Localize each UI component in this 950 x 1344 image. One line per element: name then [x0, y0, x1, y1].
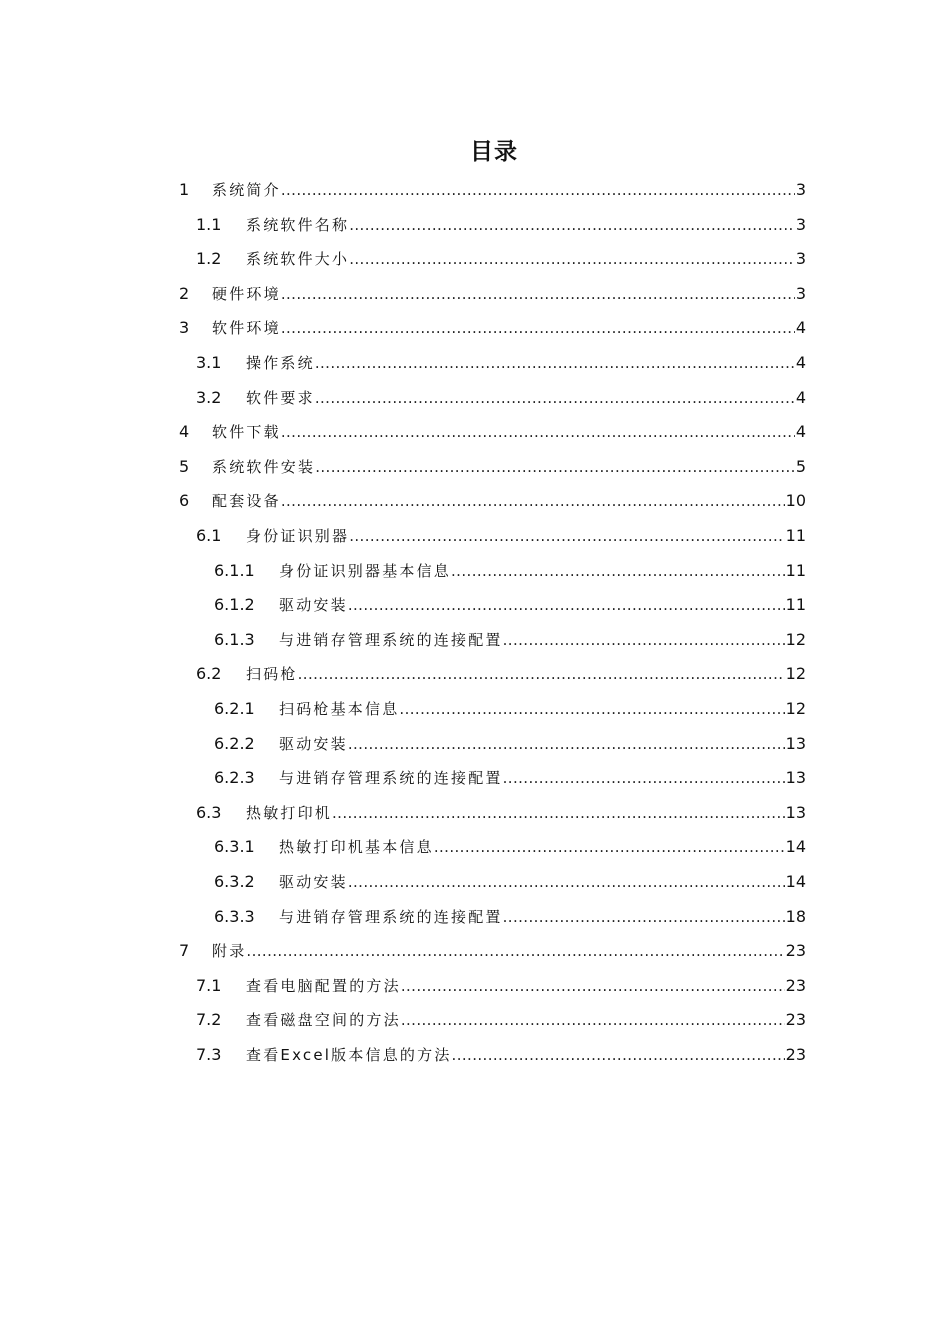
toc-entry-page-number: 4	[795, 387, 806, 407]
toc-entry-page-number: 11	[785, 560, 806, 580]
toc-entry-number: 6.3.2	[214, 872, 255, 891]
toc-entry-number: 3.2	[196, 387, 222, 407]
toc-dot-leader	[315, 450, 795, 485]
toc-entry-number: 7	[179, 941, 190, 961]
toc-entry-number: 6.2.3	[214, 768, 255, 788]
toc-entry[interactable]	[214, 865, 806, 900]
toc-dot-leader	[349, 519, 784, 554]
toc-dot-leader	[434, 830, 785, 865]
toc-entry[interactable]	[179, 484, 806, 519]
toc-entry-title: 与进销存管理系统的连接配置	[279, 769, 503, 788]
toc-entry-page-number: 12	[785, 699, 806, 718]
toc-entry-title: 与进销存管理系统的连接配置	[279, 907, 503, 926]
toc-entry[interactable]	[196, 519, 806, 554]
toc-entry-title: 系统简介	[212, 181, 281, 199]
toc-entry-page-number: 11	[785, 526, 806, 545]
toc-entry-page-number: 14	[785, 837, 806, 857]
toc-entry-title: 操作系统	[246, 354, 315, 372]
toc-entry-title: 身份证识别器基本信息	[279, 561, 452, 580]
toc-dot-leader	[348, 865, 785, 900]
toc-entry-page-number: 23	[785, 1010, 806, 1030]
toc-entry-title: 与进销存管理系统的连接配置	[279, 630, 503, 649]
toc-entry-title: 系统软件名称	[246, 215, 350, 234]
toc-entry-page-number: 23	[785, 1045, 806, 1064]
toc-entry-title: 热敏打印机	[246, 803, 333, 822]
toc-dot-leader	[246, 934, 784, 969]
toc-entry[interactable]	[196, 1003, 806, 1038]
toc-entry-number: 6.1	[196, 526, 222, 545]
toc-entry-number: 6.2.2	[214, 733, 255, 753]
toc-entry[interactable]	[214, 727, 806, 762]
toc-entry-number: 6.1.3	[214, 629, 255, 649]
toc-dot-leader	[315, 381, 795, 416]
toc-entry-page-number: 4	[795, 318, 806, 338]
toc-entry-page-number: 12	[785, 629, 806, 649]
toc-entry-number: 6.1.2	[214, 595, 255, 615]
toc-entry-number: 1	[179, 180, 190, 199]
toc-entry-title: 软件环境	[212, 319, 281, 338]
toc-entry-title: 系统软件大小	[246, 250, 350, 269]
toc-entry-number: 6	[179, 491, 190, 511]
toc-entry-number: 6.3.1	[214, 837, 255, 857]
toc-dot-leader	[503, 900, 785, 935]
toc-entry-page-number: 23	[785, 975, 806, 995]
toc-entry-page-number: 3	[795, 214, 806, 234]
toc-entry-page-number: 12	[785, 664, 806, 684]
toc-dot-leader	[399, 692, 784, 727]
toc-entry-page-number: 4	[795, 422, 806, 442]
toc-dot-leader	[349, 208, 795, 243]
toc-entry[interactable]	[196, 969, 806, 1004]
toc-entry[interactable]	[196, 346, 806, 381]
toc-entry-title: 系统软件安装	[212, 457, 316, 476]
toc-entry-title: 查看电脑配置的方法	[246, 976, 401, 995]
toc-dot-leader	[348, 727, 785, 762]
toc-entry[interactable]	[214, 900, 806, 935]
toc-dot-leader	[348, 588, 785, 623]
toc-dot-leader	[298, 657, 785, 692]
toc-entry-page-number: 3	[795, 283, 806, 303]
toc-entry[interactable]	[214, 623, 806, 658]
toc-entry-page-number: 11	[785, 595, 806, 615]
toc-entry-number: 6.3.3	[214, 906, 255, 926]
toc-entry-title: 查看Excel版本信息的方法	[246, 1046, 452, 1064]
toc-entry-page-number: 13	[785, 802, 806, 822]
toc-entry[interactable]	[179, 311, 806, 346]
toc-entry[interactable]	[196, 657, 806, 692]
toc-dot-leader	[401, 969, 785, 1004]
toc-entry-number: 5	[179, 456, 190, 476]
toc-entry[interactable]	[179, 277, 806, 312]
toc-entry-page-number: 3	[795, 180, 806, 199]
toc-entry[interactable]	[214, 588, 806, 623]
toc-entry-number: 6.2	[196, 664, 222, 684]
toc-entry-page-number: 4	[795, 353, 806, 372]
toc-entry[interactable]	[196, 1038, 806, 1073]
toc-entry[interactable]	[214, 554, 806, 589]
toc-dot-leader	[503, 623, 785, 658]
toc-entry-number: 3.1	[196, 353, 222, 372]
toc-entry-page-number: 3	[795, 249, 806, 269]
toc-entry-number: 6.2.1	[214, 699, 255, 718]
toc-entry[interactable]	[214, 761, 806, 796]
toc-entry[interactable]	[196, 242, 806, 277]
toc-entry-page-number: 10	[785, 491, 806, 511]
toc-entry-number: 3	[179, 318, 190, 338]
toc-entry-page-number: 13	[785, 768, 806, 788]
toc-entry-title: 驱动安装	[279, 596, 348, 615]
toc-entry-title: 身份证识别器	[246, 527, 350, 545]
toc-entry-number: 2	[179, 283, 190, 303]
toc-entry[interactable]	[196, 381, 806, 416]
toc-entry[interactable]	[214, 692, 806, 727]
toc-dot-leader	[281, 415, 795, 450]
toc-entry-title: 软件下载	[212, 423, 281, 442]
toc-entry-page-number: 23	[785, 941, 806, 961]
toc-entry[interactable]	[196, 208, 806, 243]
toc-entry[interactable]	[179, 415, 806, 450]
toc-dot-leader	[451, 554, 785, 589]
toc-title: 目录	[470, 139, 518, 165]
toc-entry-number: 1.1	[196, 214, 222, 234]
toc-entry-page-number: 18	[785, 906, 806, 926]
toc-entry-title: 查看磁盘空间的方法	[246, 1011, 401, 1030]
toc-dot-leader	[281, 173, 795, 208]
toc-entry-title: 驱动安装	[279, 734, 348, 753]
toc-entry-number: 7.3	[196, 1045, 222, 1064]
toc-dot-leader	[401, 1003, 785, 1038]
toc-entry-number: 7.2	[196, 1010, 222, 1030]
toc-entry-title: 驱动安装	[279, 873, 348, 891]
toc-entry-number: 6.1.1	[214, 560, 255, 580]
toc-entry-title: 硬件环境	[212, 284, 281, 303]
toc-entry-number: 7.1	[196, 975, 222, 995]
toc-dot-leader	[332, 796, 785, 831]
toc-dot-leader	[349, 242, 795, 277]
toc-entry[interactable]	[179, 450, 806, 485]
toc-entry-title: 软件要求	[246, 388, 315, 407]
toc-entry-title: 扫码枪	[246, 665, 298, 684]
toc-dot-leader	[452, 1038, 785, 1073]
toc-entry[interactable]	[179, 934, 806, 969]
toc-dot-leader	[315, 346, 795, 381]
toc-dot-leader	[503, 761, 785, 796]
toc-dot-leader	[281, 484, 785, 519]
toc-dot-leader	[281, 311, 795, 346]
toc-entry-number: 6.3	[196, 802, 222, 822]
toc-entry-page-number: 5	[795, 456, 806, 476]
toc-entry-page-number: 14	[785, 872, 806, 891]
toc-entry-title: 附录	[212, 942, 247, 961]
toc-entry-title: 配套设备	[212, 492, 281, 511]
toc-entry[interactable]	[179, 173, 806, 208]
toc-entry[interactable]	[196, 796, 806, 831]
toc-dot-leader	[281, 277, 795, 312]
toc-entry-title: 扫码枪基本信息	[279, 700, 400, 718]
toc-entry-page-number: 13	[785, 733, 806, 753]
toc-entry-number: 1.2	[196, 249, 222, 269]
toc-entry-number: 4	[179, 422, 190, 442]
toc-entry-title: 热敏打印机基本信息	[279, 838, 434, 857]
toc-entry[interactable]	[214, 830, 806, 865]
